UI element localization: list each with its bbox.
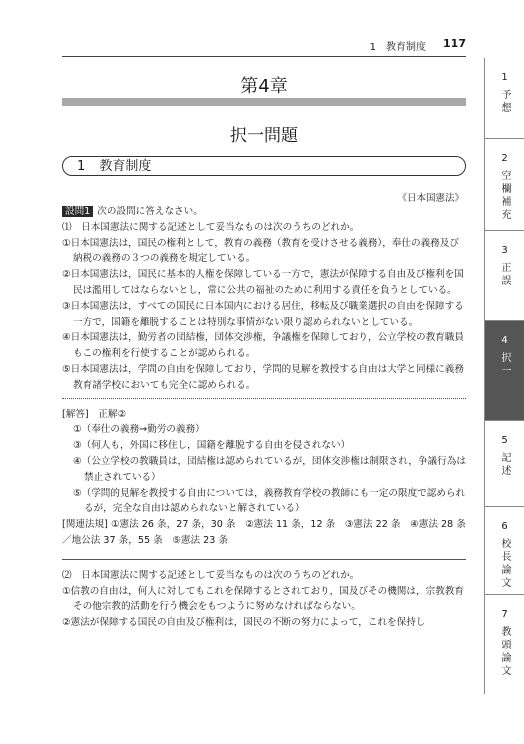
page-title: 択一問題 <box>230 126 298 146</box>
side-tab-4[interactable] <box>484 320 524 420</box>
side-tab-label: 校長論文 <box>499 538 510 590</box>
header-section: 1 教育制度 <box>369 42 426 53</box>
dotted-divider <box>62 398 466 399</box>
side-tab-number: 5 <box>501 435 508 446</box>
section-number: 1 <box>77 159 86 174</box>
question-instruction: 次の設問に答えなさい。 <box>97 206 203 217</box>
question-tag: 設問1 <box>62 206 93 217</box>
chapter-bar <box>62 98 466 106</box>
side-tab-2[interactable] <box>484 138 524 230</box>
side-tab-1[interactable] <box>484 58 524 138</box>
answer-note-5: ⑤（学問的見解を教授する自由については，義務教育学校の教師にも一定の限度で認められるが，完全な自由は認められないと解されている） <box>73 487 466 515</box>
related-label: [関連法規] <box>62 519 108 531</box>
answer-note-4: ④（公立学校の教職員は，団結権は認められているが，団体交渉権は制限され，争議行為は禁止されている） <box>73 455 466 483</box>
section-heading <box>62 156 466 176</box>
chapter-heading: 第4章 <box>240 76 288 97</box>
side-tab-label: 記述 <box>499 452 510 478</box>
side-tab-number: 6 <box>501 521 508 532</box>
answer-correct: 正解② <box>98 408 127 420</box>
option-2: ②日本国憲法は，国民に基本的人権を保障している一方で，憲法が保障する自由及び権利を国民は濫用してはならないとし，常に公共の福祉のために利用する責任を負うとしている。 <box>62 269 464 296</box>
q2-option-1: ①信教の自由は，何人に対してもこれを保障するとされており，国及びその機関は，宗教教育その他宗教的活動を行う機会をもつように努めなければならない。 <box>62 585 464 613</box>
side-tabs <box>484 58 524 694</box>
answer-label: [解答] <box>62 408 89 420</box>
solid-divider <box>62 559 466 560</box>
question-1: ⑴ 日本国憲法に関する記述として妥当なものは次のうちのどれか。 <box>62 221 360 233</box>
question-2: ⑵ 日本国憲法に関する記述として妥当なものは次のうちのどれか。 <box>62 569 360 581</box>
related-text: ①憲法 26 条，27 条，30 条 ②憲法 11 条，12 条 ③憲法 22 条 ④憲法 28 条／地公法 37 条，55 条 ⑤憲法 23 条 <box>62 519 466 546</box>
answer-note-3: ③（何人も，外国に移住し，国籍を離脱する自由を侵されない） <box>73 440 351 452</box>
running-header <box>62 38 466 54</box>
answer-line <box>62 407 466 423</box>
side-tab-number: 1 <box>501 72 508 83</box>
side-tab-number: 2 <box>501 153 508 164</box>
page-number: 117 <box>443 37 466 50</box>
side-tab-label: 予想 <box>499 89 510 115</box>
side-tab-7[interactable] <box>484 594 524 694</box>
question-intro <box>62 204 466 220</box>
option-3: ③日本国憲法は，すべての国民に日本国内における居住，移転及び職業選択の自由を保障する一方で，国籍を離脱することは特別な事情がない限り認められないとしている。 <box>62 300 464 328</box>
side-tab-label: 正誤 <box>499 262 510 288</box>
source-label: 《日本国憲法》 <box>397 193 464 204</box>
header-rule <box>62 56 466 57</box>
side-tab-5[interactable] <box>484 420 524 506</box>
option-5: ⑤日本国憲法は，学問の自由を保障しており，学問的見解を教授する自由は大学と同様に義務教育諸学校においても完全に認められる。 <box>62 363 464 391</box>
side-tab-number: 7 <box>501 609 508 620</box>
answer-note-1: ①（奉仕の義務→勤労の義務） <box>73 424 205 436</box>
side-tab-label: 空欄補充 <box>499 170 510 222</box>
section-label: 教育制度 <box>99 159 152 174</box>
option-4: ④日本国憲法は，勤労者の団結権，団体交渉権，争議権を保障しており，公立学校の教育職員もこの権利を行使することが認められる。 <box>62 332 464 360</box>
side-tab-number: 4 <box>501 335 508 346</box>
q2-option-2: ②憲法が保障する国民の自由及び権利は，国民の不断の努力によって，これを保持し <box>62 617 426 629</box>
side-tab-number: 3 <box>501 245 508 256</box>
body-text <box>62 204 466 631</box>
side-tab-label: 教頭論文 <box>499 626 510 678</box>
side-tab-label: 択一 <box>499 352 510 378</box>
related-laws <box>62 517 466 549</box>
side-tab-3[interactable] <box>484 230 524 320</box>
option-1: ①日本国憲法は，国民の権利として，教育の義務（教育を受けさせる義務），奉仕の義務及び納税の義務の３つの義務を規定している。 <box>62 237 459 265</box>
side-tab-6[interactable] <box>484 506 524 594</box>
